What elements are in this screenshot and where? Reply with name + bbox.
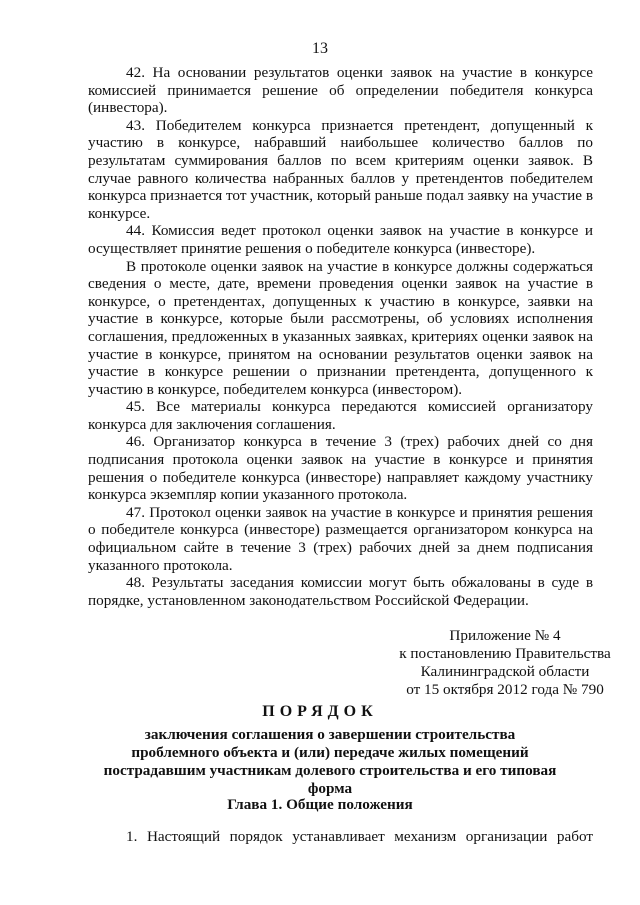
paragraph-46: 46. Организатор конкурса в течение 3 (трех) рабочих дней со дня подписания протокола оценки заявок на участие в конкурсе и принятия решения о победителе конкурса (инвесторе) направляет каждому участнику конкурса экземпляр копии указанного протокола.	[88, 433, 593, 504]
appendix-date: от 15 октября 2012 года № 790	[406, 681, 604, 698]
appendix-resolution: к постановлению Правительства	[399, 645, 611, 662]
paragraph-1: 1. Настоящий порядок устанавливает механизм организации работ	[126, 828, 593, 845]
paragraph-44: 44. Комиссия ведет протокол оценки заявок на участие в конкурсе и осуществляет принятие решения о победителе конкурса (инвесторе).	[88, 222, 593, 257]
chapter-heading: Глава 1. Общие положения	[227, 796, 413, 813]
paragraph-42: 42. На основании результатов оценки заявок на участие в конкурсе комиссией принимается решение об определении победителя конкурса (инвестора).	[88, 64, 593, 117]
appendix-region: Калининградской области	[420, 663, 590, 680]
paragraph-48: 48. Результаты заседания комиссии могут быть обжалованы в суде в порядке, установленном законодательством Российской Федерации.	[88, 574, 593, 609]
document-title: ПОРЯДОК	[262, 703, 378, 720]
appendix-reference	[375, 627, 635, 699]
page-number: 13	[312, 40, 328, 57]
paragraph-45: 45. Все материалы конкурса передаются комиссией организатору конкурса для заключения соглашения.	[88, 398, 593, 433]
appendix-number: Приложение № 4	[449, 627, 561, 644]
document-body	[88, 64, 593, 609]
document-subtitle: заключения соглашения о завершении строительства проблемного объекта и (или) передаче жилых помещений пострадавшим участникам долевого строительства и его типовая форма	[103, 726, 557, 797]
paragraph-43: 43. Победителем конкурса признается претендент, допущенный к участию в конкурсе, набравший наибольшее количество баллов по результатам суммирования баллов по всем критериям оценки заявок. В случае равного количества набранных баллов у претендентов победителем конкурса признается тот участник, который раньше подал заявку на участие в конкурсе.	[88, 116, 593, 222]
paragraph-47: 47. Протокол оценки заявок на участие в конкурсе и принятия решения о победителе конкурса (инвесторе) размещается организатором конкурса на официальном сайте в течение 3 (трех) рабочих дней за днем подписания указанного протокола.	[88, 503, 593, 574]
paragraph-protocol-contents: В протоколе оценки заявок на участие в конкурсе должны содержаться сведения о месте, дате, времени проведения оценки заявок на участие в конкурсе, о претендентах, допущенных к участию в конкурсе, заявки на участие в конкурсе, которые были рассмотрены, об условиях исполнения соглашения, предложенных в указанных заявках, критериях оценки заявок на участие в конкурсе, принятом на основании результатов оценки заявок на участие в конкурсе решении о признании претендента, допущенного к участию в конкурсе, победителем конкурса (инвестором).	[88, 257, 593, 398]
